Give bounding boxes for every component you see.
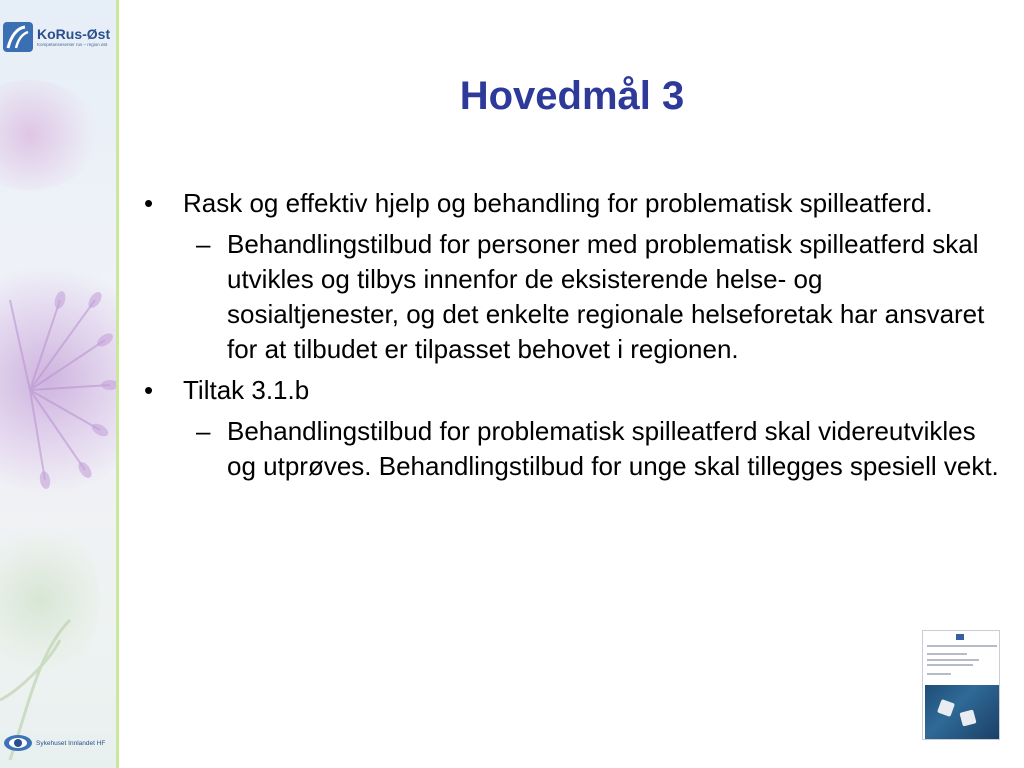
flower-illustration (0, 0, 116, 768)
korus-name: KoRus-Øst (37, 25, 111, 42)
doc-line (927, 653, 967, 655)
korus-subtitle: Kompetansesenter rus – region øst (37, 41, 108, 47)
korus-logo (3, 20, 115, 54)
korus-text (37, 27, 110, 48)
document-thumbnail (922, 630, 1000, 740)
sub-bullet-text: Behandlingstilbud for personer med problematisk spilleatferd skal utvikles og tilbys innenfor de eksisterende helse- og sosialtjenester, og det enkelte regionale helseforetak har ansvaret for at tilbudet er tilpasset behovet i regionen. (227, 229, 985, 364)
sub-bullet-marker: – (196, 416, 211, 446)
sub-bullet-marker: – (196, 229, 211, 259)
bullet-marker: • (144, 375, 154, 405)
doc-line (927, 673, 951, 675)
sub-bullet-text: Behandlingstilbud for problematisk spilleatferd skal videreutvikles og utprøves. Behandlingstilbud for unge skal tillegges spesiell vekt. (227, 416, 999, 481)
bullet-marker: • (144, 188, 154, 218)
sykehuset-name: Sykehuset Innlandet HF (36, 739, 106, 747)
slide-title: Hovedmål 3 (459, 74, 685, 118)
decorative-side-panel (0, 0, 116, 768)
bullet-item (140, 186, 1000, 221)
doc-line (927, 645, 997, 647)
die-icon (959, 709, 976, 726)
dice-photo (925, 685, 999, 739)
bullet-item (140, 373, 1000, 408)
sub-bullet-item (140, 414, 1000, 484)
doc-line (927, 664, 973, 666)
doc-line (927, 659, 979, 661)
slide-body (140, 186, 1000, 490)
bullet-text: Tiltak 3.1.b (183, 375, 310, 405)
crest-icon (956, 634, 964, 640)
sub-bullet-item (140, 227, 1000, 367)
bullet-text: Rask og effektiv hjelp og behandling for problematisk spilleatferd. (183, 188, 933, 218)
korus-mark-icon (3, 22, 33, 52)
sykehuset-logo (3, 733, 115, 753)
sykehuset-mark-icon (3, 733, 33, 753)
side-panel-border (116, 0, 119, 768)
die-icon (937, 699, 955, 717)
